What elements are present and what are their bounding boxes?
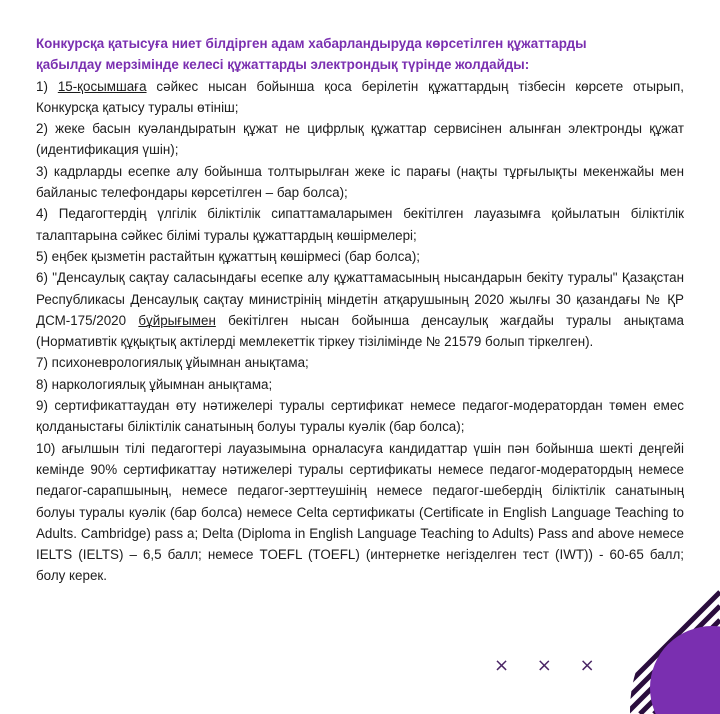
list-item-3: 3) кадрларды есепке алу бойынша толтырылған жеке іс парағы (нақты тұрғылықты мекенжайы мен байланыс телефондары көрсетілген – бар болса); [36, 163, 684, 201]
list-item-9: 9) сертификаттаудан өту нәтижелері туралы сертификат немесе педагог-модератордан төмен емес қолданыстағы біліктілік санатының болуы туралы куәлік (бар болса); [36, 398, 684, 435]
list-item-5: 5) еңбек қызметін растайтын құжаттың көшірмесі (бар болса); [36, 248, 421, 264]
item-text: бекітілген нысан бойынша денсаулық жағдайы туралы анықтама (Нормативтік құқықтық актілерді мемлекеттік тіркеу тізілімінде № 21579 болып тіркелген). [36, 312, 684, 350]
item-text: 6) "Денсаулық сақтау саласындағы есепке алу құжаттамасының нысандарын бекіту туралы" Қазақстан Республикасы Денсаулық сақтау министрінің міндетін атқарушының 2020 жылғы 30 қазандағы № ҚР ДСМ-175/2020 [36, 270, 684, 328]
item-number: 1) [36, 78, 48, 94]
list-item-10: 10) ағылшын тілі педагогтері лауазымына орналасуға кандидаттар үшін пән бойынша шекті деңгейі кемінде 90% сертификаттау нәтижелері туралы сертификаты немесе педагог-модератордың немесе педагог-сарапшының, немесе педагог-зерттеушінің немесе педагог-шебердің біліктілік санатының болуы туралы куәлік (бар болса) немесе Celta сертификаты (Certificate in English Language Teaching to Adults. Cambridge) pass a; Delta (Diploma in English Language Teaching to Adults) Pass and above немесе IELTS (IELTS) – 6,5 балл; немесе TOEFL (TOEFL) (интернетке негізделген тест (IWT)) - 60-65 балл; болу керек. [36, 440, 684, 584]
heading-line-2: қабылдау мерзімінде келесі құжаттарды электрондық түрінде жолдайды: [36, 57, 530, 73]
order-link[interactable]: бұйрығымен [138, 312, 216, 328]
list-item-2: 2) жеке басын куәландыратын құжат не цифрлық құжаттар сервисінен алынған электронды құжат (идентификация үшін); [36, 121, 684, 158]
list-item-7: 7) психоневрологиялық ұйымнан анықтама; [36, 355, 309, 371]
item-text: сәйкес нысан бойынша қоса берілетін құжаттардың тізбесін көрсете отырып, Конкурсқа қатысу туралы өтініш; [36, 78, 684, 115]
cross-marks-decoration: × × × [494, 655, 606, 676]
annex-15-link[interactable]: 15-қосымшаға [57, 78, 147, 94]
list-item-8: 8) наркологиялық ұйымнан анықтама; [36, 376, 273, 392]
heading-line-1: Конкурсқа қатысуға ниет білдірген адам хабарландыруда көрсетілген құжаттарды [36, 36, 587, 51]
purple-circle [650, 626, 720, 714]
list-item-4: 4) Педагогтердің үлгілік біліктілік сипаттамаларымен бекітілген лауазымға қойылатын біліктілік талаптарына сәйкес білімі туралы құжаттардың көшірмелері; [36, 206, 684, 243]
